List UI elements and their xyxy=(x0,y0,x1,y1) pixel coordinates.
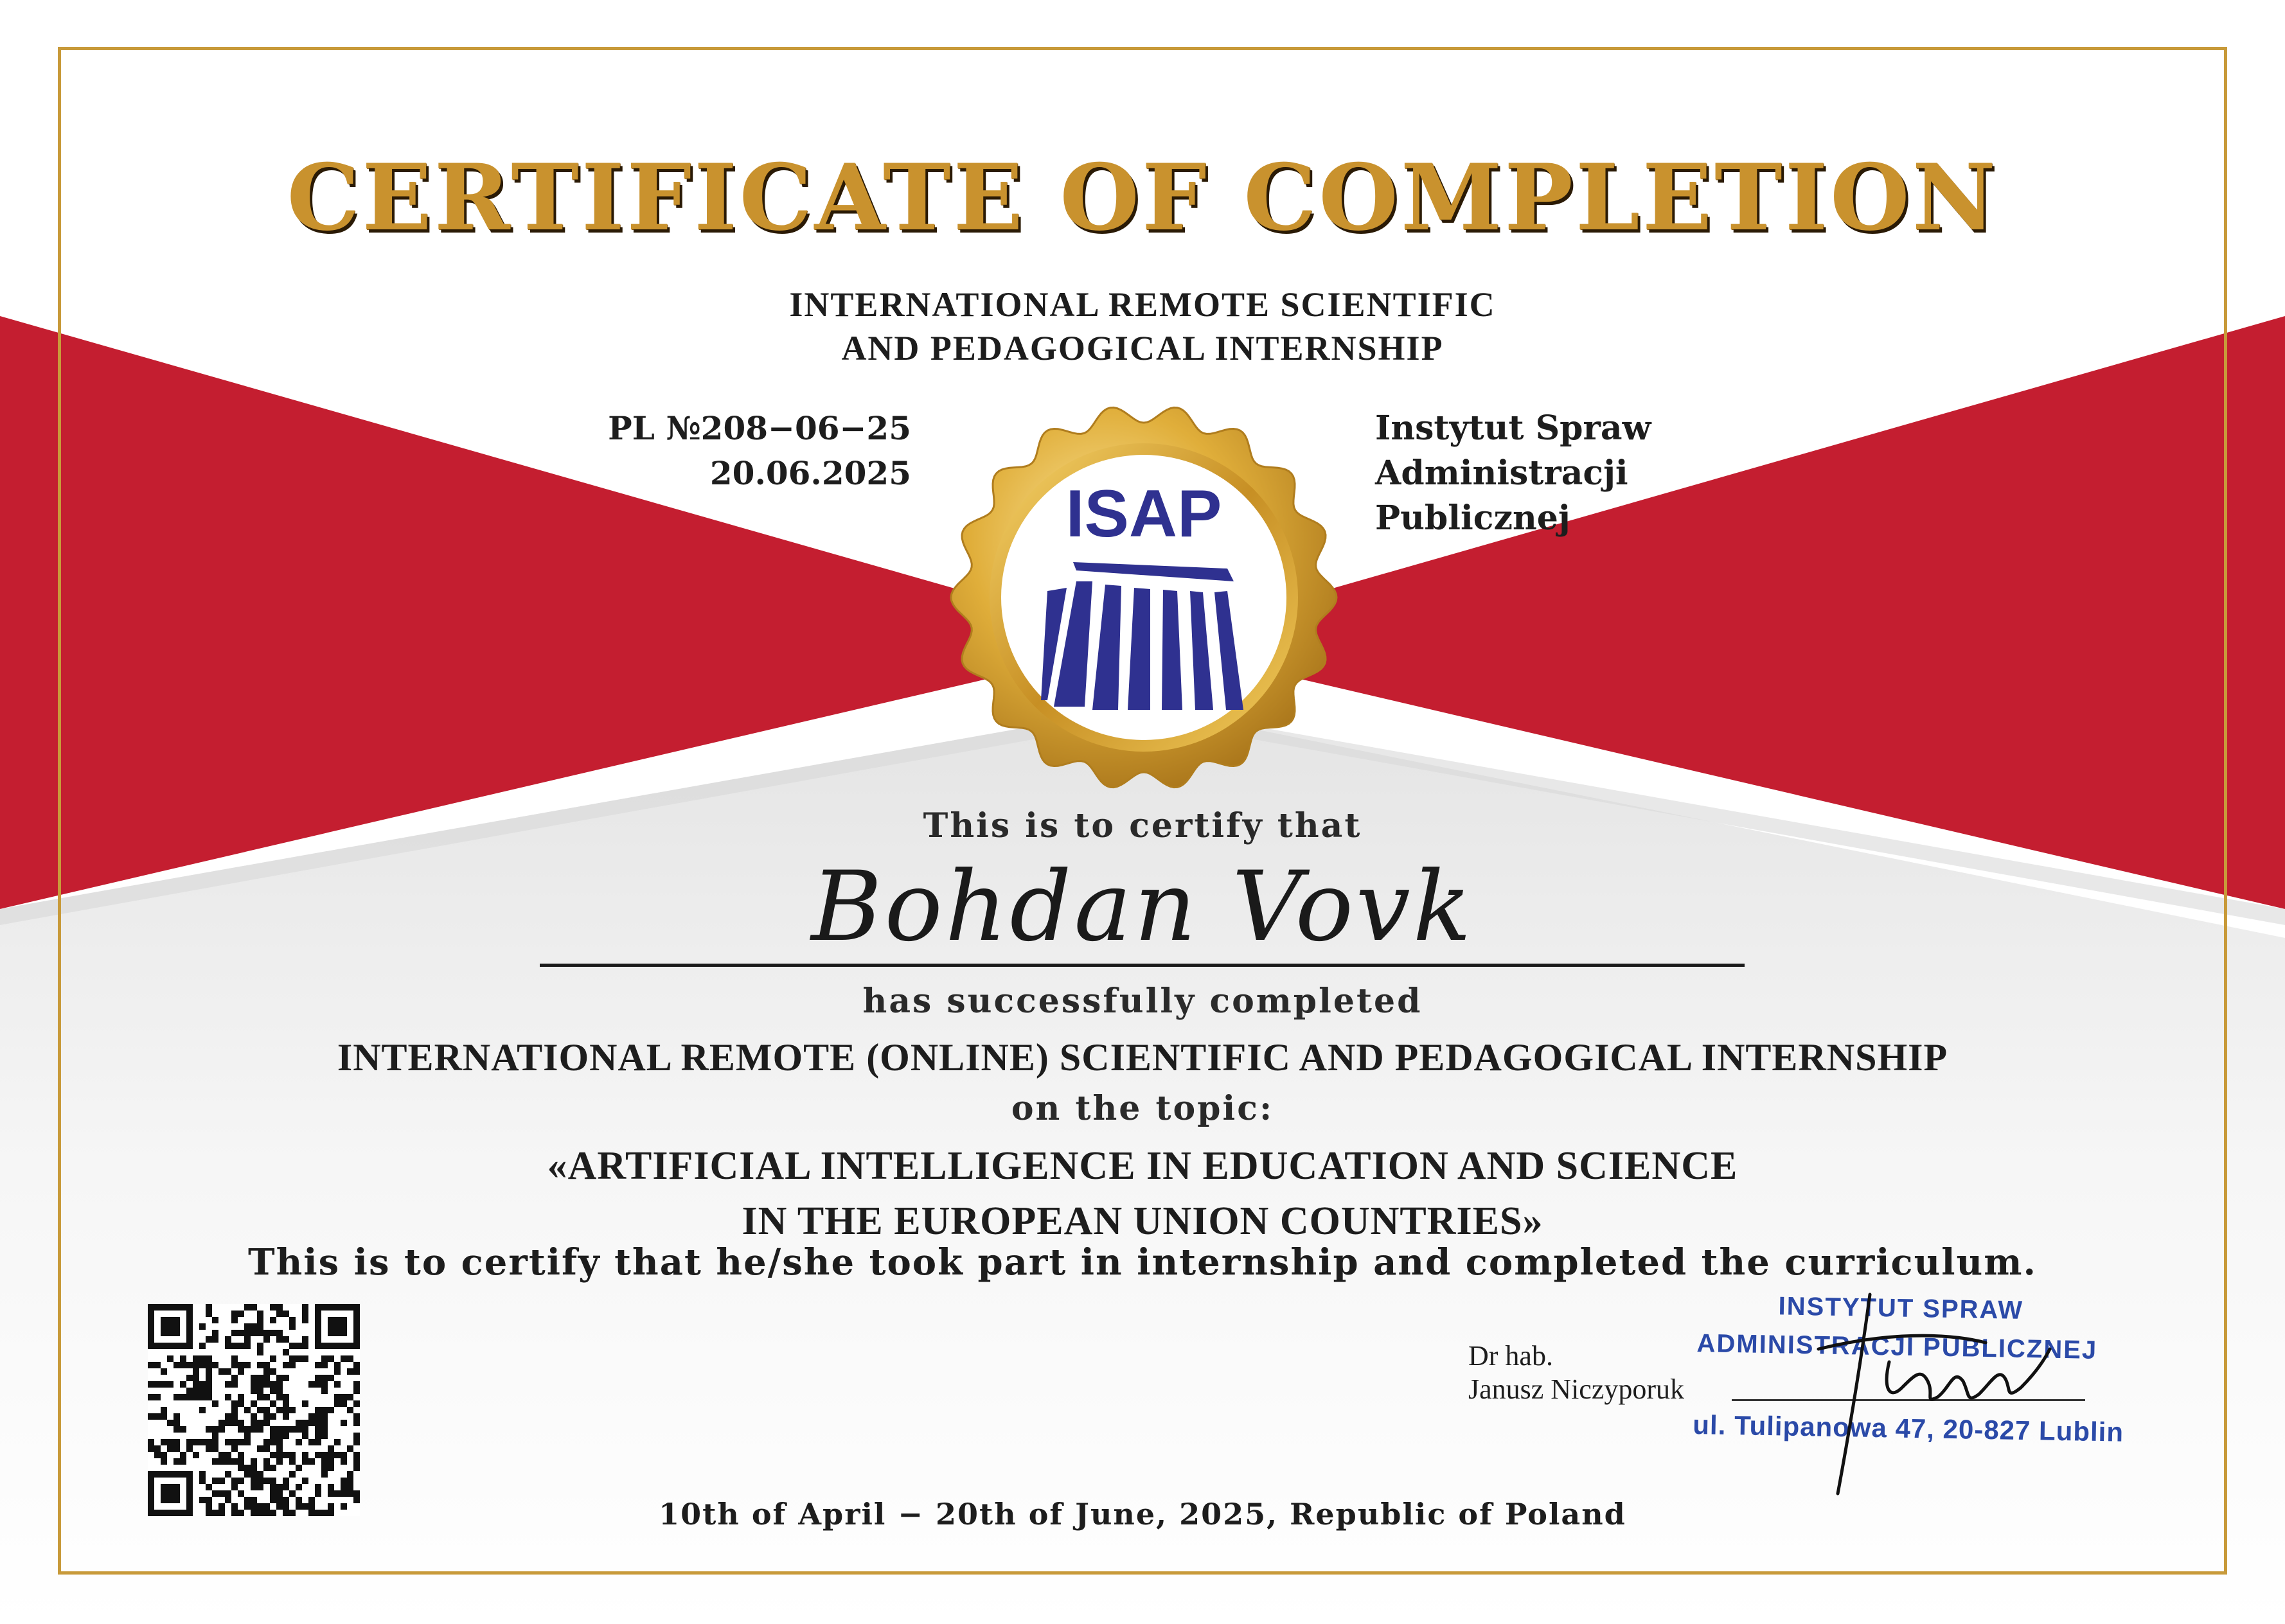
certify-intro: This is to certify that xyxy=(923,806,1362,845)
program-name: INTERNATIONAL REMOTE (ONLINE) SCIENTIFIC AND PEDAGOGICAL INTERNSHIP xyxy=(337,1036,1948,1079)
topic-line-1: «ARTIFICIAL INTELLIGENCE IN EDUCATION AND SCIENCE xyxy=(547,1144,1738,1188)
internship-period: 10th of April − 20th of June, 2025, Republic of Poland xyxy=(659,1497,1626,1531)
topic-title xyxy=(0,1138,2285,1249)
registration-block xyxy=(608,406,911,496)
stamp-line-2: ADMINISTRACJI PUBLICZNEJ xyxy=(1696,1329,2098,1364)
certificate-title: CERTIFICATE OF COMPLETION xyxy=(287,145,1998,251)
recipient-name: Bohdan Vovk xyxy=(811,851,1474,963)
institute-line-3: Publicznej xyxy=(1375,499,1570,538)
certificate-subtitle xyxy=(0,283,2285,370)
subtitle-line-2: AND PEDAGOGICAL INTERNSHIP xyxy=(841,329,1444,367)
signer-name: Janusz Niczyporuk xyxy=(1468,1373,1685,1405)
seal-logo-text: ISAP xyxy=(1065,477,1222,551)
registration-number: PL №208−06−25 xyxy=(608,409,911,447)
qr-code-icon xyxy=(148,1304,360,1516)
name-underline xyxy=(540,964,1745,967)
completed-text: has successfully completed xyxy=(862,982,1423,1021)
gold-seal-icon xyxy=(945,398,1343,797)
handwritten-signature xyxy=(1793,1291,2063,1503)
stamp-line-3: ul. Tulipanowa 47, 20-827 Lublin xyxy=(1693,1409,2124,1447)
signer-block xyxy=(1468,1339,1684,1406)
stamp-line-1: INSTYTUT SPRAW xyxy=(1778,1292,2024,1325)
topic-line-2: IN THE EUROPEAN UNION COUNTRIES» xyxy=(742,1199,1543,1243)
completion-statement: This is to certify that he/she took part in internship and completed the curriculum. xyxy=(247,1241,2038,1284)
signer-title: Dr hab. xyxy=(1468,1340,1553,1372)
institute-line-1: Instytut Spraw xyxy=(1375,409,1651,448)
institute-line-2: Administracji xyxy=(1375,454,1628,493)
subtitle-line-1: INTERNATIONAL REMOTE SCIENTIFIC xyxy=(789,285,1496,324)
issue-date: 20.06.2025 xyxy=(709,454,911,492)
institute-name xyxy=(1375,406,1651,541)
topic-label: on the topic: xyxy=(1011,1089,1274,1128)
